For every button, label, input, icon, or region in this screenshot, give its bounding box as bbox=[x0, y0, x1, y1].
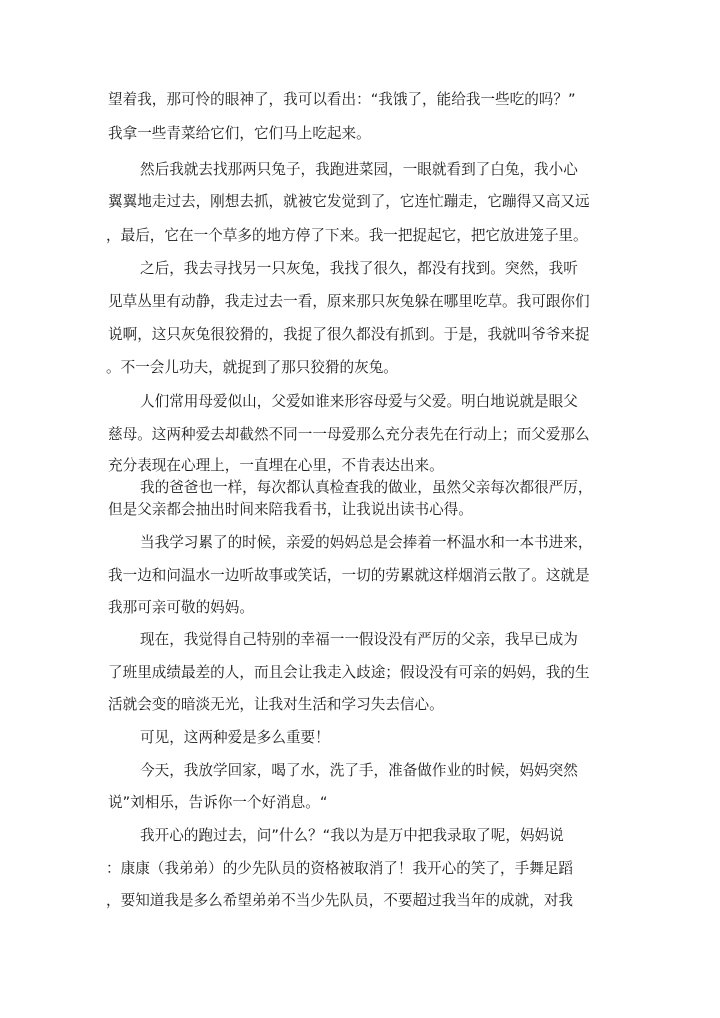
text-line: 。不一会儿功夫，就捉到了那只狡猾的灰兔。 bbox=[106, 359, 398, 376]
text-line: ，最后，它在一个草多的地方停了下来。我一把捉起它，把它放进笼子里。 bbox=[106, 227, 588, 244]
text-line: 但是父亲都会抽出时间来陪我看书，让我说出读书心得。 bbox=[108, 501, 473, 518]
text-line: 充分表现在心理上，一直埋在心里，不肯表达出来。 bbox=[108, 457, 444, 474]
text-line: 现在，我觉得自己特别的幸福一一假设没有严厉的父亲，我早已成为 bbox=[140, 631, 578, 648]
text-line: 当我学习累了的时候，亲爱的妈妈总是会捧着一杯温水和一本书进来， bbox=[140, 534, 593, 551]
text-line: 望着我，那可怜的眼神了，我可以看出：“我饿了，能给我一些吃的吗？” bbox=[108, 91, 576, 108]
text-line: 我的爸爸也一样，每次都认真检查我的做业，虽然父亲每次都很严厉， bbox=[140, 479, 593, 496]
text-line: ：康康（我弟弟）的少先队员的资格被取消了！我开心的笑了，手舞足蹈 bbox=[106, 860, 574, 877]
text-line: 说啊，这只灰兔很狡猾的，我捉了很久都没有抓到。于是，我就叫爷爷来捉 bbox=[108, 326, 590, 343]
text-line: 活就会变的暗淡无光，让我对生活和学习失去信心。 bbox=[108, 696, 444, 713]
text-line: 人们常用母爱似山，父爱如谁来形容母爱与父爱。明白地说就是眼父 bbox=[140, 393, 578, 410]
text-line: ，要知道我是多么希望弟弟不当少先队员，不要超过我当年的成就，对我 bbox=[106, 892, 574, 909]
text-line: 我拿一些青菜给它们，它们马上吃起来。 bbox=[108, 125, 371, 142]
text-line: 可见，这两种爱是多么重要！ bbox=[140, 729, 330, 746]
text-line: 说”刘相乐，告诉你一个好消息。“ bbox=[108, 794, 328, 811]
text-line: 之后，我去寻找另一只灰兔，我找了很久，都没有找到。突然，我听 bbox=[140, 260, 578, 277]
text-line: 见草丛里有动静，我走过去一看，原来那只灰兔躲在哪里吃草。我可跟你们 bbox=[108, 293, 590, 310]
text-line: 翼翼地走过去，刚想去抓，就被它发觉到了，它连忙蹦走，它蹦得又高又远 bbox=[108, 193, 590, 210]
text-line: 我一边和问温水一边听故事或笑话，一切的劳累就这样烟消云散了。这就是 bbox=[108, 567, 590, 584]
text-line: 我开心的跑过去，问”什么？“我以为是万中把我录取了呢，妈妈说 bbox=[140, 827, 564, 844]
text-line: 我那可亲可敬的妈妈。 bbox=[108, 599, 254, 616]
text-line: 慈母。这两种爱去却截然不同一一母爱那么充分表先在行动上；而父爱那么 bbox=[108, 426, 590, 443]
text-line: 今天，我放学回家，喝了水，洗了手，准备做作业的时候，妈妈突然 bbox=[140, 762, 578, 779]
text-line: 然后我就去找那两只兔子，我跑进菜园，一眼就看到了白兔，我小心 bbox=[140, 161, 578, 178]
text-line: 了班里成绩最差的人，而且会让我走入歧途；假设没有可亲的妈妈，我的生 bbox=[108, 664, 590, 681]
